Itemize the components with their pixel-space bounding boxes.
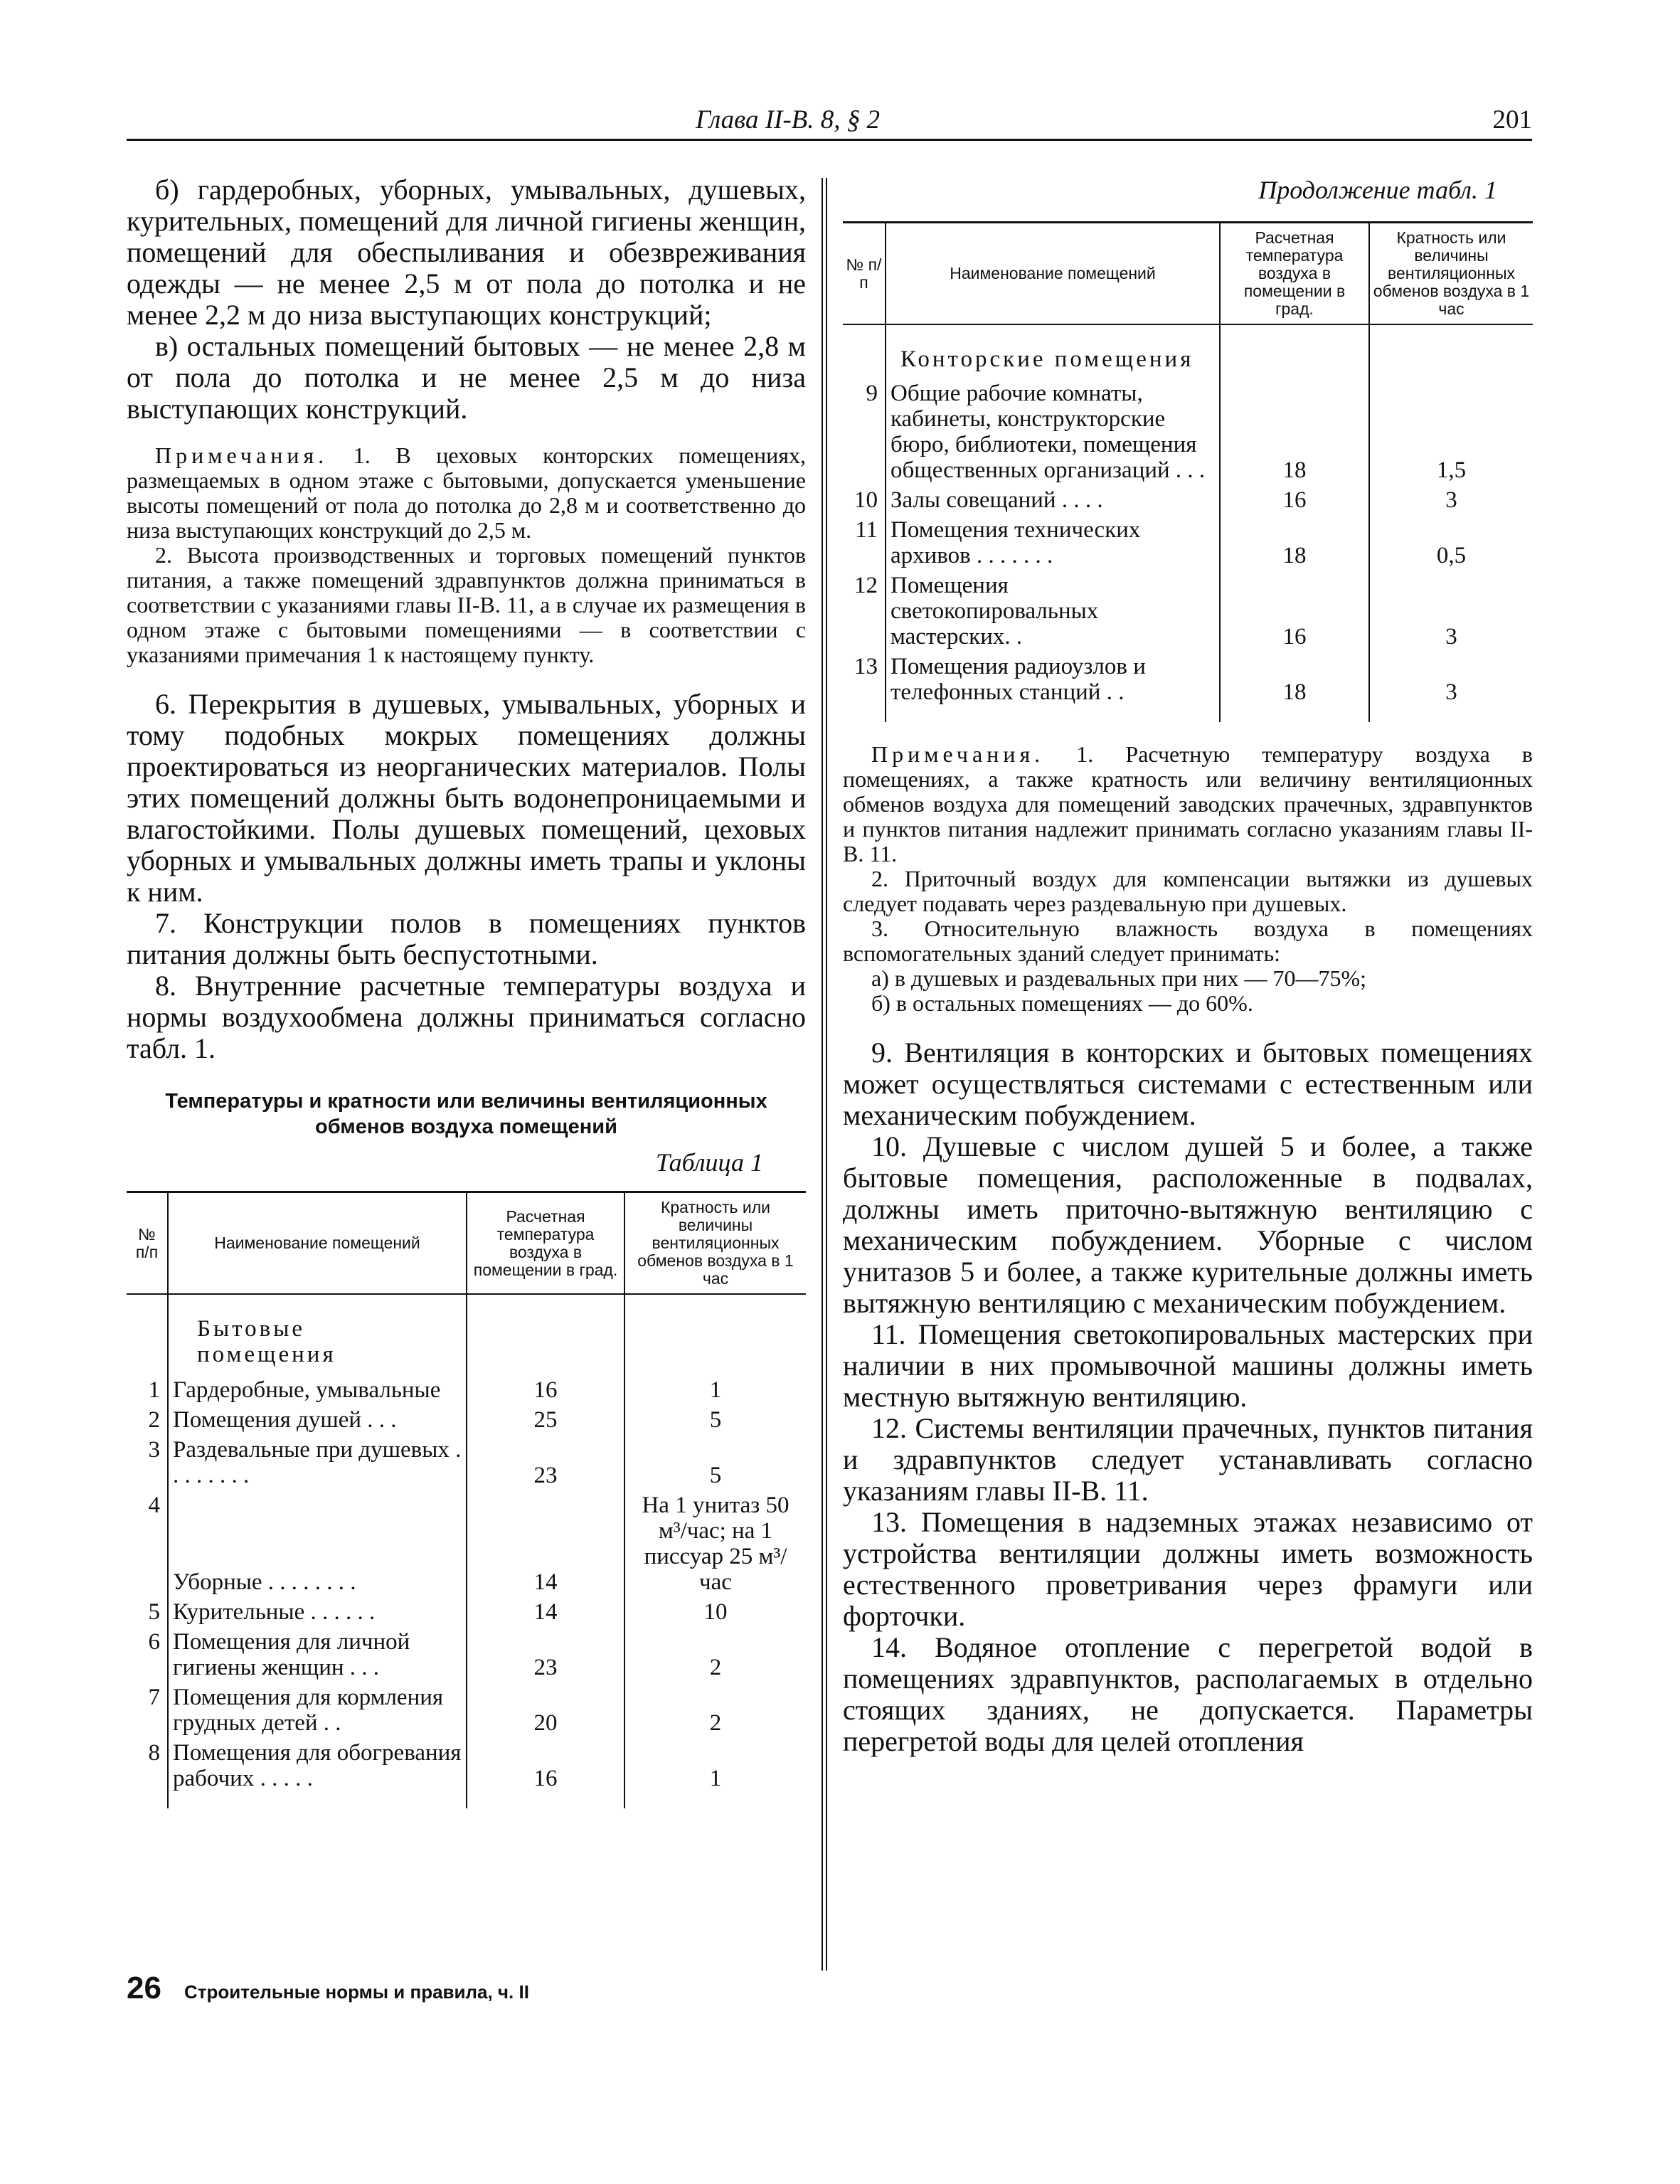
header-number: № п/п <box>846 255 882 292</box>
row-temperature: 18 <box>1220 650 1369 705</box>
table-row <box>127 1488 806 1595</box>
row-rate: 1 <box>624 1373 806 1403</box>
table-row <box>843 483 1533 513</box>
row-number: 11 <box>855 517 878 543</box>
table-row <box>127 1373 806 1403</box>
notes-label: Примечания. <box>871 741 1045 767</box>
paragraph-10: 10. Душевые с числом душей 5 и более, а также бытовые помещения, расположенные в подвалах, должны иметь приточно-вытяжную вентиляцию с механическим побуждением. Уборные с числом унитазов 5 и более, а также курительные должны иметь вытяжную вентиляцию с механическим побуждением. <box>843 1130 1533 1319</box>
row-number: 2 <box>148 1407 160 1433</box>
paragraph-11: 11. Помещения светокопировальных мастерских при наличии в них промывочной машины должны иметь местную вытяжную вентиляцию. <box>843 1318 1533 1413</box>
table-row <box>843 376 1533 483</box>
row-rate: 3 <box>1369 483 1533 513</box>
page-number: 201 <box>1492 105 1532 134</box>
table-bottom-spacer <box>843 705 1533 722</box>
table-row <box>843 650 1533 705</box>
row-name: Курительные . . . . . . <box>168 1595 467 1625</box>
header-name: Наименование помещений <box>886 223 1220 325</box>
row-rate: 5 <box>624 1403 806 1433</box>
footer-book-title: Строительные нормы и правила, ч. II <box>184 1981 529 2003</box>
row-name: Помещения светокопировальных мастерских. . <box>886 568 1220 650</box>
section-heading: Конторские помещения <box>886 324 1220 376</box>
row-name: Помещения радиоузлов и телефонных станций . . <box>886 650 1220 705</box>
table-row <box>127 1595 806 1625</box>
paragraph-8: 8. Внутренние расчетные температуры воздуха и нормы воздухообмена должны приниматься согласно табл. 1. <box>127 970 806 1064</box>
row-name: Помещения для кормления грудных детей . . <box>168 1680 467 1736</box>
row-number: 5 <box>148 1599 160 1625</box>
row-temperature: 14 <box>467 1595 624 1625</box>
row-number: 12 <box>854 573 878 598</box>
section-heading: Бытовые помещения <box>168 1294 467 1373</box>
table-row <box>843 513 1533 568</box>
header-number: № п/п <box>135 1224 159 1261</box>
paragraph-9: 9. Вентиляция в конторских и бытовых помещениях может осуществляться системами с естественным или механическим побуждением. <box>843 1037 1533 1131</box>
paragraph-12: 12. Системы вентиляции прачечных, пунктов питания и здравпунктов следует устанавливать согласно указаниям главы II-В. 11. <box>843 1412 1533 1507</box>
header-temperature: Расчетная температура воздуха в помещении в град. <box>467 1192 624 1295</box>
notes-block-right <box>843 742 1533 1016</box>
row-temperature: 23 <box>467 1625 624 1680</box>
row-name: Раздевальные при душевых . . . . . . . . <box>168 1433 467 1488</box>
row-name: Гардеробные, умывальные <box>168 1373 467 1403</box>
table-row <box>843 568 1533 650</box>
table-row <box>127 1680 806 1736</box>
paragraph-6: 6. Перекрытия в душевых, умывальных, уборных и тому подобных мокрых помещениях должны проектироваться из неорганических материалов. Полы этих помещений должны быть водонепроницаемыми и влагостойкими. Полы душевых помещений, цеховых уборных и умывальных должны иметь трапы и уклоны к ним. <box>127 688 806 908</box>
row-rate: 1,5 <box>1369 376 1533 483</box>
row-number: 8 <box>148 1740 160 1766</box>
note-1: 1. В цеховых конторских помещениях, размещаемых в одном этаже с бытовыми, допускается уменьшение высоты помещений от пола до потолка до 2,8 м и соответственно до низа выступающих конструкций до 2,5 м. <box>127 442 807 543</box>
row-rate: 2 <box>624 1625 806 1680</box>
row-temperature: 23 <box>467 1433 624 1488</box>
note-3b: б) в остальных помещениях — до 60%. <box>871 990 1253 1016</box>
row-rate: 2 <box>624 1680 806 1736</box>
row-temperature: 18 <box>1220 513 1369 568</box>
row-temperature: 25 <box>467 1403 624 1433</box>
paragraph-14: 14. Водяное отопление с перегретой водой в помещениях здравпунктов, располагаемых в отдельно стоящих зданиях, не допускается. Параметры перегретой воды для целей отопления <box>843 1631 1533 1757</box>
row-rate: 1 <box>624 1736 806 1791</box>
table-row <box>127 1625 806 1680</box>
left-column <box>127 174 806 1808</box>
row-temperature: 16 <box>1220 568 1369 650</box>
row-name: Залы совещаний . . . . <box>886 483 1220 513</box>
row-temperature: 14 <box>467 1488 624 1595</box>
table-1-continued <box>843 221 1533 722</box>
paragraph-b: б) гардеробных, уборных, умывальных, душевых, курительных, помещений для личной гигиены женщин, помещений для обеспыливания и обезвреживания одежды — не менее 2,5 м от пола до потолка и не менее 2,2 м до низа выступающих конструкций; <box>127 174 806 331</box>
running-header <box>127 103 1532 141</box>
row-number: 4 <box>148 1493 160 1518</box>
row-rate: 3 <box>1369 650 1533 705</box>
row-name: Уборные . . . . . . . . <box>168 1488 467 1595</box>
footer-page-number: 26 <box>127 1971 161 2005</box>
row-number: 7 <box>148 1685 160 1710</box>
row-number: 1 <box>148 1377 160 1403</box>
row-name: Помещения для обогревания рабочих . . . . . <box>168 1736 467 1791</box>
row-number: 6 <box>148 1629 160 1655</box>
row-name: Помещения душей . . . <box>168 1403 467 1433</box>
row-name: Помещения для личной гигиены женщин . . . <box>168 1625 467 1680</box>
table-row <box>127 1736 806 1791</box>
header-temperature: Расчетная температура воздуха в помещении в град. <box>1220 223 1369 325</box>
row-rate: 5 <box>624 1433 806 1488</box>
note-3a: а) в душевых и раздевальных при них — 70—75%; <box>871 965 1366 991</box>
table-row <box>127 1403 806 1433</box>
right-column <box>843 174 1533 1757</box>
note-3: 3. Относительную влажность воздуха в помещениях вспомогательных зданий следует принимать: <box>843 916 1533 966</box>
notes-label: Примечания. <box>155 442 329 468</box>
table-row <box>127 1433 806 1488</box>
row-temperature: 18 <box>1220 376 1369 483</box>
row-rate: 0,5 <box>1369 513 1533 568</box>
note-2: 2. Высота производственных и торговых помещений пунктов питания, а также помещений здравпунктов должна приниматься в соответствии с указаниями главы II-В. 11, а в случае их размещения в одном этаже с бытовыми помещениями — в соответствии с указаниями примечания 1 к настоящему пункту. <box>127 542 806 667</box>
paragraph-13: 13. Помещения в надземных этажах независимо от устройства вентиляции должны иметь возможность естественного проветривания через фрамуги или форточки. <box>843 1506 1533 1632</box>
table-1 <box>127 1191 806 1808</box>
row-name: Помещения технических архивов . . . . . . . <box>886 513 1220 568</box>
note-2: 2. Приточный воздух для компенсации вытяжки из душевых следует подавать через раздевальную при душевых. <box>843 866 1533 916</box>
row-rate: 3 <box>1369 568 1533 650</box>
continuation-caption: Продолжение табл. 1 <box>1258 176 1497 204</box>
row-temperature: 20 <box>467 1680 624 1736</box>
paragraph-v: в) остальных помещений бытовых — не менее 2,8 м от пола до потолка и не менее 2,5 м до низа выступающих конструкций. <box>127 330 806 425</box>
column-divider <box>822 178 827 1971</box>
table-title: Температуры и кратности или величины вентиляционных обменов воздуха помещений <box>165 1090 767 1138</box>
row-number: 13 <box>854 654 878 679</box>
row-number: 9 <box>866 381 878 406</box>
row-temperature: 16 <box>467 1736 624 1791</box>
row-rate: На 1 унитаз 50 м³/час; на 1 писсуар 25 м³/час <box>624 1488 806 1595</box>
notes-block-left <box>127 443 806 667</box>
table-caption: Таблица 1 <box>655 1148 763 1177</box>
chapter-reference: Глава II-В. 8, § 2 <box>696 105 881 134</box>
header-rate: Кратность или величины вентиляционных обменов воздуха в 1 час <box>624 1192 806 1295</box>
row-temperature: 16 <box>1220 483 1369 513</box>
row-name: Общие рабочие комнаты, кабинеты, конструкторские бюро, библиотеки, помещения общественных организаций . . . <box>886 376 1220 483</box>
row-temperature: 16 <box>467 1373 624 1403</box>
page-footer <box>127 1971 529 2006</box>
header-rate: Кратность или величины вентиляционных обменов воздуха в 1 час <box>1369 223 1533 325</box>
note-1: 1. Расчетную температуру воздуха в помещениях, а также кратность или величину вентиляционных обменов воздуха для помещений заводских прачечных, здравпунктов и пунктов питания надлежит принимать согласно указаниям главы II-В. 11. <box>843 741 1533 866</box>
row-number: 10 <box>854 487 878 513</box>
paragraph-7: 7. Конструкции полов в помещениях пунктов питания должны быть беспустотными. <box>127 907 806 970</box>
table-bottom-spacer <box>127 1791 806 1808</box>
header-name: Наименование помещений <box>168 1192 467 1295</box>
row-rate: 10 <box>624 1595 806 1625</box>
row-number: 3 <box>148 1437 160 1463</box>
